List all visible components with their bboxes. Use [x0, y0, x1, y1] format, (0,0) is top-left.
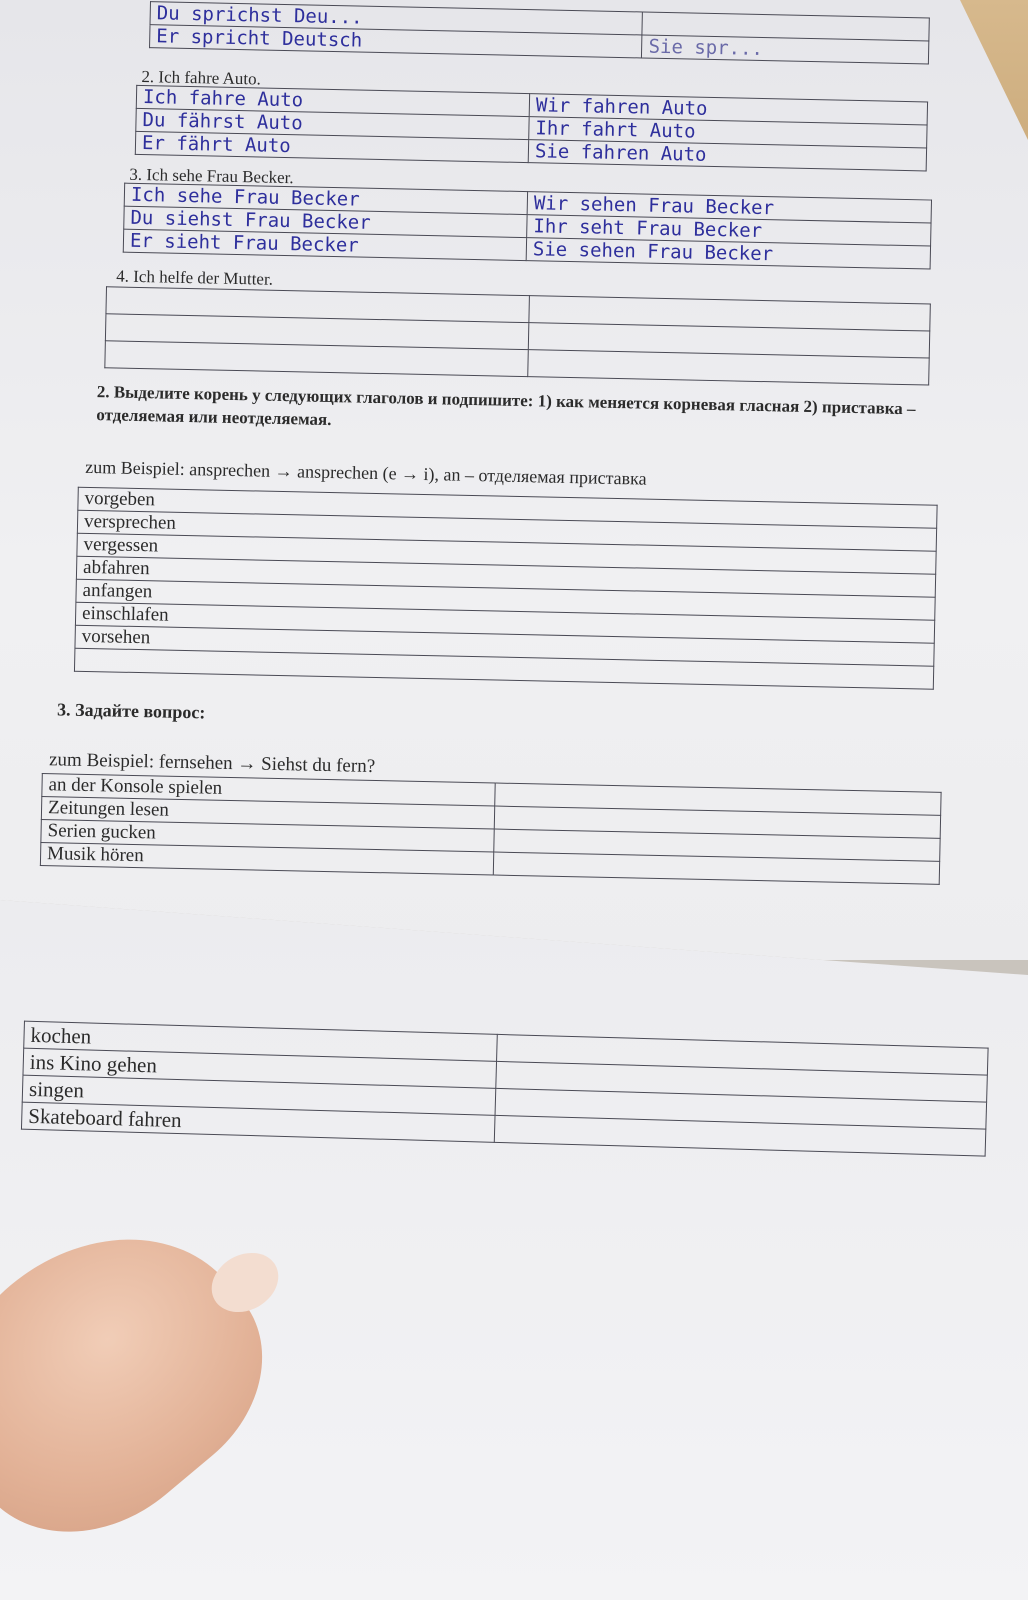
handwritten-cell: Ich fahre Auto [136, 85, 529, 116]
handwritten-cell: Sie fahren Auto [528, 140, 926, 171]
handwritten-cell: Ihr fahrt Auto [529, 117, 927, 148]
verb-cell[interactable]: vorgeben [78, 487, 937, 528]
handwritten-cell: Ihr seht Frau Becker [527, 215, 931, 246]
table-ich-helfe-der-mutter [104, 286, 931, 385]
verb-cell[interactable]: abfahren [76, 556, 935, 597]
table-questions-page1 [40, 773, 942, 885]
activity-cell: Serien gucken [41, 820, 494, 852]
block-title: 3. Ich sehe Frau Becker. [129, 164, 294, 188]
verb-cell[interactable]: versprechen [77, 510, 936, 551]
activity-cell: Skateboard fahren [21, 1102, 495, 1142]
exercise3-heading: 3. Задайте вопрос: [56, 699, 206, 723]
handwritten-cell: Wir sehen Frau Becker [527, 192, 931, 223]
activity-cell: kochen [24, 1021, 498, 1061]
activity-cell: Musik hören [40, 843, 493, 875]
verb-cell[interactable]: einschlafen [75, 602, 934, 643]
handwritten-cell: Sie spr... [642, 35, 929, 64]
block-title: 2. Ich fahre Auto. [141, 66, 262, 89]
handwritten-cell: Ich sehe Frau Becker [124, 183, 527, 214]
table-ich-sehe-frau-becker [123, 183, 932, 270]
exercise3-example: zum Beispiel: fernsehen → Siehst du fern? [48, 749, 376, 778]
block-title: 4. Ich helfe der Mutter. [116, 266, 274, 289]
handwritten-cell: Er spricht Deutsch [150, 25, 643, 58]
table-verbs [74, 487, 938, 690]
handwritten-cell: Du siehst Frau Becker [124, 206, 527, 237]
verb-cell[interactable]: vorsehen [75, 625, 934, 666]
exercise2-heading: 2. Выделите корень у следующих глаголов и подпишите: 1) как меняется корневая гласная 2) приставка – отделяемая или неотделяемая. [96, 382, 916, 430]
handwritten-cell: Er fährt Auto [135, 131, 528, 162]
activity-cell: Zeitungen lesen [41, 797, 494, 829]
handwritten-cell: Sie sehen Frau Becker [526, 238, 930, 269]
handwritten-cell: Wir fahren Auto [529, 94, 927, 125]
table-ich-fahre-auto [135, 85, 928, 172]
activity-cell: singen [22, 1075, 496, 1115]
verb-cell[interactable]: vergessen [77, 533, 936, 574]
worksheet-content-2 [0, 1020, 1028, 1249]
exercise2-example: zum Beispiel: ansprechen → ansprechen (e → i), an – отделяемая приставка [85, 456, 647, 489]
verb-cell[interactable]: anfangen [76, 579, 935, 620]
activity-cell: an der Konsole spielen [42, 774, 495, 806]
handwritten-cell: Du fährst Auto [136, 108, 529, 139]
handwritten-cell: Er sieht Frau Becker [123, 229, 526, 260]
handwritten-cell: Du sprichst Deu... [150, 2, 643, 35]
activity-cell: ins Kino gehen [23, 1048, 497, 1088]
